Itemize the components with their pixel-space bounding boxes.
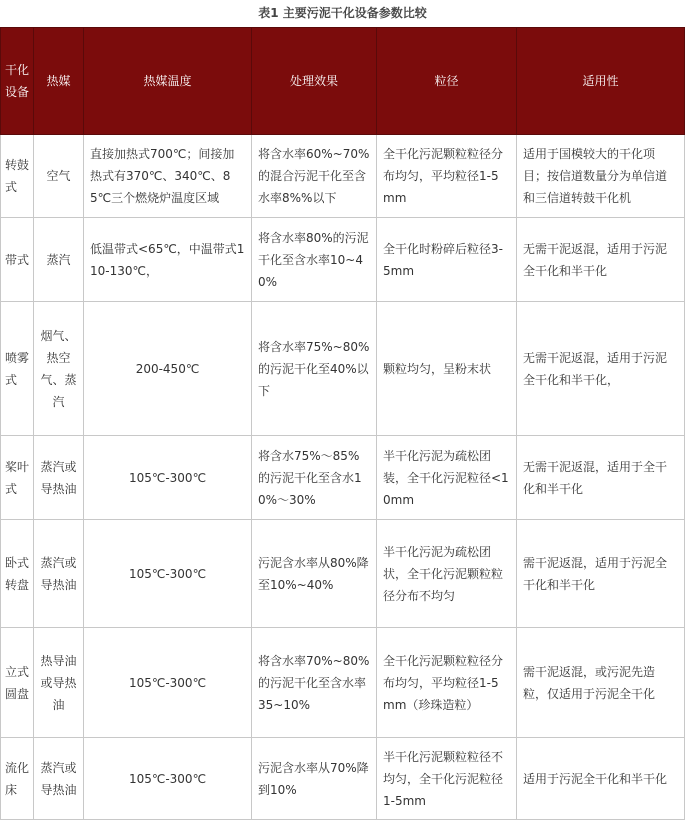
cell-device: 卧式转盘 xyxy=(1,520,34,628)
cell-size: 半干化污泥为疏松团状，全干化污泥颗粒粒径分布不均匀 xyxy=(377,520,517,628)
cell-temp: 直接加热式700℃；间接加热式有370℃、340℃、85℃三个燃烧炉温度区域 xyxy=(84,135,252,218)
table-row xyxy=(1,135,685,218)
table-caption: 表1 主要污泥干化设备参数比较 xyxy=(258,6,427,20)
table-row xyxy=(1,628,685,738)
cell-medium: 蒸汽或导热油 xyxy=(34,436,84,520)
table-row xyxy=(1,520,685,628)
cell-applicability: 适用于国模较大的干化项目；按信道数量分为单信道和三信道转鼓干化机 xyxy=(517,135,685,218)
cell-effect: 将含水75%～85%的污泥干化至含水10%～30% xyxy=(252,436,377,520)
cell-applicability: 需干泥返混，适用于污泥全干化和半干化 xyxy=(517,520,685,628)
cell-device: 带式 xyxy=(1,218,34,302)
cell-device: 立式圆盘 xyxy=(1,628,34,738)
cell-temp: 低温带式<65℃，中温带式110-130℃， xyxy=(84,218,252,302)
cell-medium: 蒸汽或导热油 xyxy=(34,520,84,628)
cell-size: 全干化污泥颗粒粒径分布均匀，平均粒径1-5mm（珍珠造粒） xyxy=(377,628,517,738)
cell-device: 流化床 xyxy=(1,738,34,820)
cell-size: 全干化污泥颗粒粒径分布均匀，平均粒径1-5mm xyxy=(377,135,517,218)
cell-applicability: 无需干泥返混，适用于污泥全干化和半干化， xyxy=(517,302,685,436)
header-applicability: 适用性 xyxy=(517,28,685,135)
cell-temp: 200-450℃ xyxy=(84,302,252,436)
cell-size: 颗粒均匀，呈粉末状 xyxy=(377,302,517,436)
cell-medium: 空气 xyxy=(34,135,84,218)
table-row xyxy=(1,738,685,820)
header-device: 干化设备 xyxy=(1,28,34,135)
cell-effect: 污泥含水率从80%降至10%~40% xyxy=(252,520,377,628)
cell-applicability: 无需干泥返混，适用于污泥全干化和半干化 xyxy=(517,218,685,302)
table-row xyxy=(1,436,685,520)
cell-effect: 污泥含水率从70%降到10% xyxy=(252,738,377,820)
cell-effect: 将含水率60%~70%的混合污泥干化至含水率8%%以下 xyxy=(252,135,377,218)
cell-medium: 烟气、热空气、蒸汽 xyxy=(34,302,84,436)
cell-applicability: 适用于污泥全干化和半干化 xyxy=(517,738,685,820)
cell-device: 转鼓式 xyxy=(1,135,34,218)
comparison-table xyxy=(0,27,685,820)
cell-applicability: 需干泥返混，或污泥先造粒，仅适用于污泥全干化 xyxy=(517,628,685,738)
cell-size: 半干化污泥为疏松团装，全干化污泥粒径<10mm xyxy=(377,436,517,520)
table-row xyxy=(1,302,685,436)
cell-applicability: 无需干泥返混，适用于全干化和半干化 xyxy=(517,436,685,520)
cell-effect: 将含水率75%~80%的污泥干化至40%以下 xyxy=(252,302,377,436)
cell-medium: 蒸汽或导热油 xyxy=(34,738,84,820)
cell-temp: 105℃-300℃ xyxy=(84,738,252,820)
header-temp: 热媒温度 xyxy=(84,28,252,135)
header-size: 粒径 xyxy=(377,28,517,135)
cell-medium: 蒸汽 xyxy=(34,218,84,302)
cell-effect: 将含水率80%的污泥干化至含水率10~40% xyxy=(252,218,377,302)
cell-size: 半干化污泥颗粒粒径不均匀，全干化污泥粒径1-5mm xyxy=(377,738,517,820)
header-row xyxy=(1,28,685,135)
cell-effect: 将含水率70%~80%的污泥干化至含水率35~10% xyxy=(252,628,377,738)
header-medium: 热媒 xyxy=(34,28,84,135)
cell-device: 桨叶式 xyxy=(1,436,34,520)
cell-temp: 105℃-300℃ xyxy=(84,628,252,738)
header-effect: 处理效果 xyxy=(252,28,377,135)
table-row xyxy=(1,218,685,302)
cell-medium: 热导油或导热油 xyxy=(34,628,84,738)
cell-temp: 105℃-300℃ xyxy=(84,436,252,520)
cell-temp: 105℃-300℃ xyxy=(84,520,252,628)
cell-size: 全干化时粉碎后粒径3-5mm xyxy=(377,218,517,302)
cell-device: 喷雾式 xyxy=(1,302,34,436)
